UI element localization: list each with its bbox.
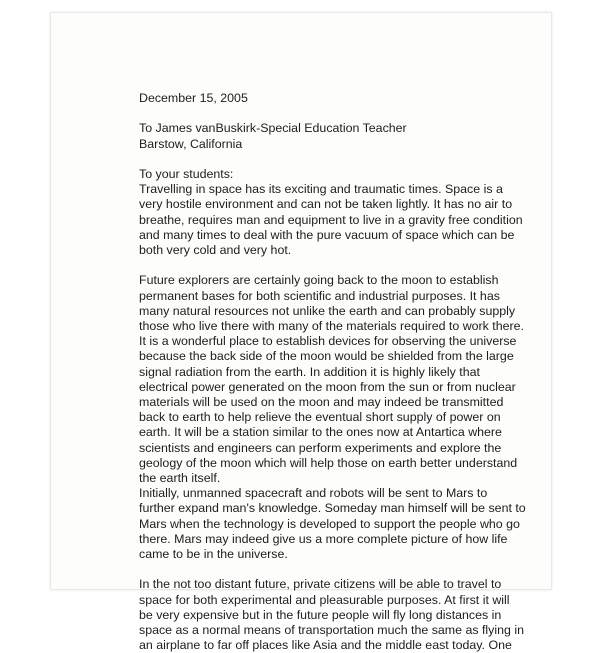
recipient-line: Barstow, California xyxy=(139,136,243,151)
text-line: Travelling in space has its exciting and traumatic times. Space is a xyxy=(139,182,503,197)
text-line: both very cold and very hot. xyxy=(139,243,292,257)
text-line: came to be in the universe. xyxy=(139,547,288,562)
text-line: Mars when the technology is developed to support the people who go xyxy=(139,516,520,531)
text-line: electrical power generated on the moon from the sun or from nuclear xyxy=(139,379,516,394)
letter-paper xyxy=(50,12,552,653)
recipient-line: To James vanBuskirk-Special Education Teacher xyxy=(139,121,407,136)
text-line: To your students: xyxy=(139,166,234,181)
text-line: materials will be used on the moon and may indeed be transmitted xyxy=(139,395,504,410)
paragraph-3 xyxy=(139,577,549,653)
text-line: space as a normal means of transportation much the same as flying in xyxy=(139,623,524,638)
spacer xyxy=(139,562,549,577)
text-line: be very expensive but in the future people will fly long distances in xyxy=(139,607,502,622)
text-line: Future explorers are certainly going back to the moon to establish xyxy=(139,273,499,288)
text-line: geology of the moon which will help those on earth better understand xyxy=(139,455,518,470)
text-line: because the back side of the moon would be shielded from the large xyxy=(139,349,514,364)
text-line: space for both experimental and pleasurable purposes. At first it will xyxy=(139,592,510,607)
text-line: there. Mars may indeed give us a more complete picture of how life xyxy=(139,531,508,546)
spacer xyxy=(139,106,549,121)
text-line: breathe, requires man and equipment to live in a gravity free condition xyxy=(139,212,523,227)
text-line: many natural resources not unlike the earth and can probably supply xyxy=(139,303,516,318)
text-line: further expand man's knowledge. Someday man himself will be sent to xyxy=(139,501,526,516)
text-line: scientists and engineers can perform experiments and explore the xyxy=(139,440,502,455)
text-line: Initially, unmanned spacecraft and robots will be sent to Mars to xyxy=(139,486,488,501)
paragraph-2 xyxy=(139,273,549,562)
recipient-block xyxy=(139,121,549,151)
text-line: very hostile environment and can not be taken lightly. It has no air to xyxy=(139,197,513,212)
paragraph-1 xyxy=(139,167,549,258)
text-line: those who live there with many of the materials required to work there. xyxy=(139,319,524,333)
text-line: an airplane to far off places like Asia and the middle east today. One xyxy=(139,638,512,653)
text-line: signal radiation from the earth. In addition it is highly likely that xyxy=(139,364,480,379)
text-line: It is a wonderful place to establish devices for observing the universe xyxy=(139,334,517,349)
text-line: In the not too distant future, private citizens will be able to travel to xyxy=(139,577,502,592)
text-line: earth. It will be a station similar to the ones now at Antartica where xyxy=(139,425,502,440)
spacer xyxy=(139,258,549,273)
letter-date: December 15, 2005 xyxy=(139,91,248,105)
text-line: back to earth to help relieve the eventual short supply of power on xyxy=(139,410,501,425)
letter-body xyxy=(139,91,549,653)
text-line: permanent bases for both scientific and industrial purposes. It has xyxy=(139,288,500,303)
text-line: and many times to deal with the pure vacuum of space which can be xyxy=(139,227,515,242)
text-line: the earth itself. xyxy=(139,471,221,486)
spacer xyxy=(139,152,549,167)
